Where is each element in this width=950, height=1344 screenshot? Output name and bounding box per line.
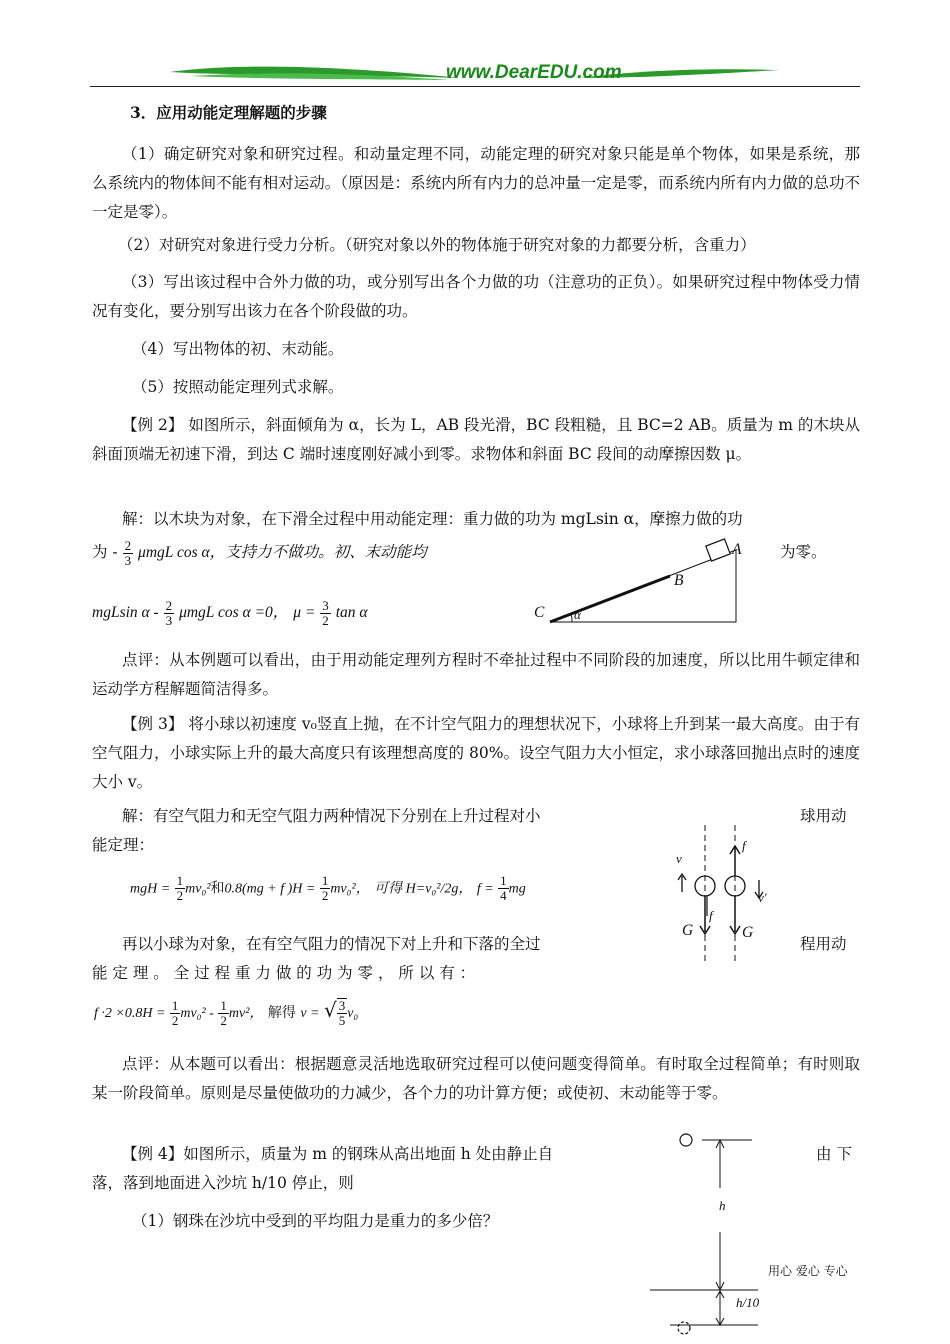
diagram-label-f-top: f <box>742 838 746 853</box>
text: f ·2 ×0.8H = <box>94 1006 166 1021</box>
fraction <box>218 999 229 1028</box>
incline-label-alpha: α <box>574 607 581 622</box>
diagram-label-g-right: G <box>742 924 754 941</box>
step-5: （5）按照动能定理列式求解。 <box>132 378 344 396</box>
text: 可得 H=v₀²/2g， <box>374 881 473 897</box>
denominator: 3 <box>165 612 173 628</box>
example4-line2: 落，落到地面进入沙坑 h/10 停止，则 <box>92 1174 354 1192</box>
fraction <box>337 998 348 1028</box>
step-4: （4）写出物体的初、末动能。 <box>132 340 344 358</box>
example3-solution2-right: 程用动 <box>800 935 847 953</box>
example2-text: 【例 2】 如图所示，斜面倾角为 α，长为 L，AB 段光滑，BC 段粗糙，且 BC=2 AB。质量为 m 的木块从斜面顶端无初速下滑，到达 C 端时速度刚好减小到零。求物体和斜面 BC 段间的动摩擦因数 μ。 <box>92 416 860 463</box>
drop-label-h: h <box>719 1198 726 1213</box>
example3-solution2-left: 再以小球为对象，在有空气阻力的情况下对上升和下落的全过 <box>122 935 541 953</box>
numerator: 2 <box>165 597 173 613</box>
denominator: 3 <box>124 552 132 568</box>
diagram-label-v: v <box>676 851 682 866</box>
denominator: 4 <box>500 888 507 903</box>
text: μmgL cos α，支持力不做功。初、末动能均 <box>138 544 427 561</box>
incline-diagram <box>520 530 760 630</box>
example2-solution-line2-end: 为零。 <box>780 543 827 561</box>
fraction <box>170 999 181 1028</box>
diagram-label-f-bottom: f <box>709 908 713 923</box>
text: f = <box>476 881 494 897</box>
denominator: 2 <box>322 612 329 628</box>
denominator: 2 <box>171 1012 179 1028</box>
numerator: 1 <box>176 873 184 888</box>
page-header <box>90 58 860 88</box>
denominator: 2 <box>220 1012 227 1028</box>
incline-label-b: B <box>674 572 684 589</box>
numerator: 1 <box>220 997 227 1013</box>
site-logo: www.DearEDU.com <box>446 62 622 83</box>
example4-line1-left: 【例 4】如图所示，质量为 m 的钢珠从高出地面 h 处由静止自 <box>122 1145 554 1163</box>
text: mv²， <box>228 1006 264 1021</box>
fraction <box>175 874 186 903</box>
text: v₀ <box>347 1006 359 1021</box>
numerator: 1 <box>500 873 507 888</box>
text: μ = <box>293 604 316 621</box>
numerator: 2 <box>124 537 132 553</box>
text: 为 - <box>92 543 118 561</box>
sqrt-sign: √ <box>323 998 337 1022</box>
page-footer: 用心 爱心 专心 <box>768 1264 848 1278</box>
example3-comment: 点评：从本题可以看出：根据题意灵活地选取研究过程可以使问题变得简单。有时取全过程简单；有时则取某一阶段简单。原则是尽量使做功的力减少，各个力的功计算方便；或使初、末动能等于零。 <box>92 1055 860 1102</box>
example2-comment: 点评：从本例题可以看出，由于用动能定理列方程时不牵扯过程中不同阶段的加速度，所以比用牛顿定律和运动学方程解题简洁得多。 <box>92 651 860 698</box>
step-3: （3）写出该过程中合外力做的功，或分别写出各个力做的功（注意功的正负）。如果研究过程中物体受力情况有变化，要分别写出该力在各个阶段做的功。 <box>92 273 860 320</box>
numerator: 3 <box>322 597 329 613</box>
example2-solution-line2 <box>92 538 427 568</box>
example4-line1-right: 由 下 <box>816 1145 852 1163</box>
numerator: 3 <box>338 998 346 1013</box>
incline-label-a: A <box>732 541 742 558</box>
example3-text: 【例 3】 将小球以初速度 v₀竖直上抛，在不计空气阻力的理想状况下，小球将上升到某一最大高度。由于有空气阻力，小球实际上升的最大高度只有该理想高度的 80%。设空气阻力大小恒定，求小球落回抛出点时的速度大小 v。 <box>92 715 860 791</box>
text: mgH = <box>130 881 171 897</box>
ball-force-diagram <box>665 820 785 970</box>
text: 解得 <box>267 1005 296 1021</box>
step-2: （2）对研究对象进行受力分析。（研究对象以外的物体施于研究对象的力都要分析，含重力） <box>118 236 756 254</box>
denominator: 2 <box>176 888 184 903</box>
text: mv₀² - <box>180 1006 214 1021</box>
numerator: 1 <box>321 873 329 888</box>
text: v = <box>300 1006 320 1021</box>
drop-label-h10: h/10 <box>736 1295 760 1310</box>
example3-solution2-line2: 能 定 理 。 全 过 程 重 力 做 的 功 为 零 ， 所 以 有 ： <box>92 964 476 982</box>
denominator: 5 <box>338 1013 346 1028</box>
example3-equation2 <box>94 996 358 1028</box>
example3-equation1 <box>130 874 526 904</box>
diagram-label-v-prime: v′ <box>758 890 767 905</box>
text: 0.8(mg + f )H = <box>224 881 316 897</box>
text: 和 <box>210 880 225 897</box>
step-1: （1）确定研究对象和研究过程。和动量定理不同，动能定理的研究对象只能是单个物体，如果是系统，那么系统内的物体间不能有相对运动。（原因是：系统内所有内力的总冲量一定是零，而系统内所有内力做的总功不一定是零）。 <box>92 145 860 221</box>
example2-solution-line1: 解：以木块为对象，在下滑全过程中用动能定理：重力做的功为 mgLsin α，摩擦力做的功 <box>122 510 743 528</box>
fraction <box>498 874 509 903</box>
diagram-label-g-left: G <box>682 922 694 939</box>
header-rule <box>90 86 860 87</box>
text: mgLsin α - <box>92 604 159 621</box>
section-title: 3．应用动能定理解题的步骤 <box>130 103 327 122</box>
fraction <box>320 874 331 903</box>
fraction <box>164 599 175 628</box>
numerator: 1 <box>171 997 179 1013</box>
example2-equation <box>92 598 368 628</box>
fraction <box>123 539 134 568</box>
example3-solution1-left: 解：有空气阻力和无空气阻力两种情况下分别在上升过程对小 <box>122 807 541 825</box>
fraction <box>320 599 331 628</box>
drop-diagram <box>650 1128 770 1344</box>
example4-question1: （1）钢珠在沙坑中受到的平均阻力是重力的多少倍？ <box>132 1212 499 1230</box>
header-swoosh-left <box>170 62 460 84</box>
text: mv₀² <box>185 881 211 897</box>
example3-solution1-line2: 能定理： <box>92 836 155 854</box>
example3-solution1-right: 球用动 <box>800 807 847 825</box>
text: tan α <box>335 604 368 621</box>
text: mg <box>508 881 526 897</box>
incline-label-c: C <box>534 604 545 621</box>
text: mv₀²， <box>330 881 370 897</box>
text: μmgL cos α =0， <box>179 604 289 621</box>
denominator: 2 <box>321 888 329 903</box>
